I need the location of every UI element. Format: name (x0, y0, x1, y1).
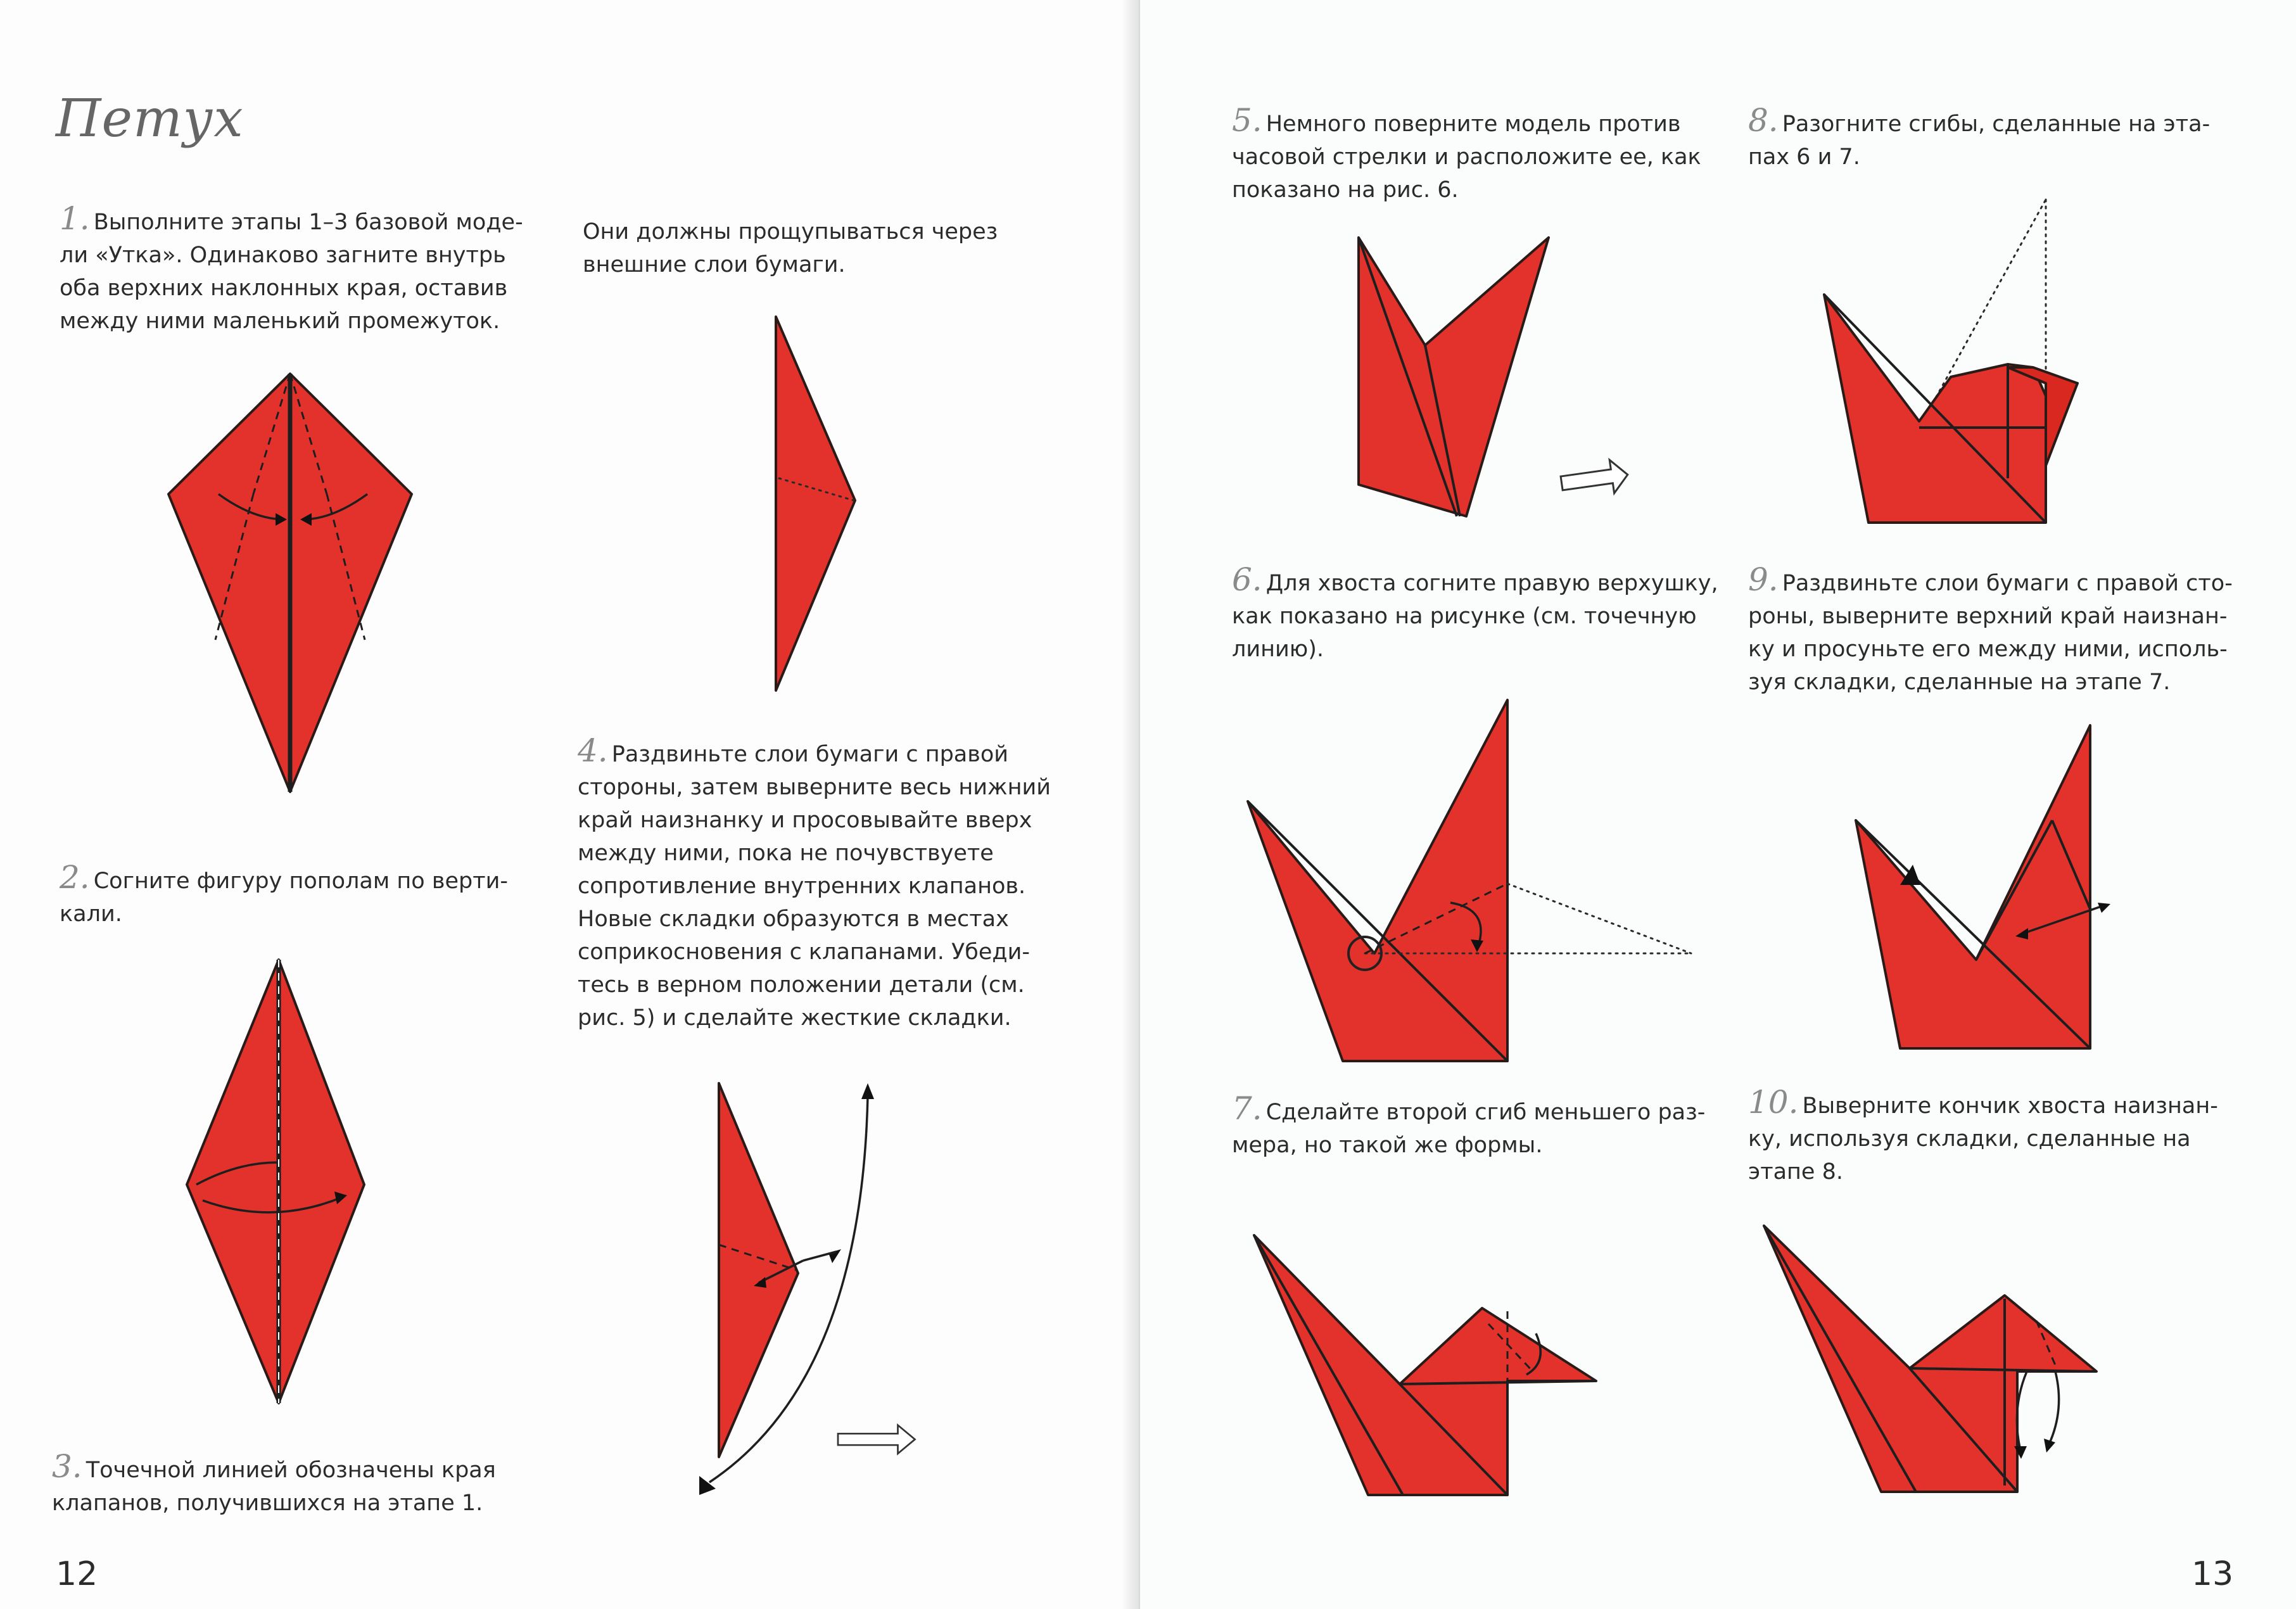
figure-10-rooster-final (1758, 1219, 2112, 1504)
step-8-text (1748, 102, 2210, 174)
text-line: как показано на рисунке (см. точечную (1232, 604, 1697, 629)
step-number: 10. (1748, 1084, 1799, 1121)
figure-6-tail-fold (1241, 694, 1697, 1074)
step-2-text (60, 859, 508, 931)
text-line: Раздвиньте слои бумаги с правой (611, 742, 1009, 767)
text-line: клапанов, получившихся на этапе 1. (52, 1491, 483, 1516)
figure-1-kite (158, 367, 424, 798)
text-line: линию). (1232, 637, 1324, 662)
text-line: Выполните этапы 1–3 базовой моде- (93, 210, 523, 235)
figure-9-inside-reverse (1849, 719, 2141, 1055)
text-line: кали. (60, 901, 122, 927)
text-line: Немного поверните модель против (1265, 111, 1681, 137)
figure-4-reverse-fold (690, 1077, 918, 1495)
left-page (0, 0, 1140, 1609)
step-4-text (578, 732, 1051, 1034)
text-line: внешние слои бумаги. (583, 252, 846, 277)
step-number: 7. (1232, 1090, 1262, 1127)
text-line: тесь в верном положении детали (см. (578, 972, 1025, 998)
text-line: оба верхних наклонных края, оставив (60, 276, 508, 301)
step-1-continued-text (583, 215, 998, 281)
text-line: между ними маленький промежуток. (60, 308, 500, 334)
figure-2-diamond (177, 953, 380, 1409)
figure-7-second-fold (1248, 1229, 1602, 1508)
step-1-text (60, 200, 523, 338)
text-line: Разогните сгибы, сделанные на эта- (1782, 111, 2210, 137)
text-line: ку, используя складки, сделанные на (1748, 1126, 2191, 1152)
text-line: Согните фигуру пополам по верти- (93, 868, 508, 894)
text-line: ли «Утка». Одинаково загните внутрь (60, 243, 506, 268)
step-number: 9. (1748, 561, 1779, 598)
text-line: Новые складки образуются в местах (578, 906, 1009, 932)
step-3-text (52, 1448, 496, 1520)
step-number: 3. (52, 1448, 82, 1485)
text-line: зуя складки, сделанные на этапе 7. (1748, 670, 2171, 695)
step-5-text (1232, 102, 1701, 207)
text-line: ку и просуньте его между ними, исполь- (1748, 637, 2228, 662)
step-number: 1. (60, 200, 90, 237)
step-10-text (1748, 1084, 2218, 1188)
text-line: Раздвиньте слои бумаги с правой сто- (1782, 571, 2233, 596)
step-number: 5. (1232, 102, 1262, 139)
text-line: Выверните кончик хвоста наизнан- (1802, 1093, 2218, 1119)
text-line: часовой стрелки и расположите ее, как (1232, 144, 1701, 170)
page-title: Петух (56, 89, 244, 149)
text-line: Они должны прощупываться через (583, 219, 998, 245)
step-7-text (1232, 1090, 1706, 1162)
text-line: мера, но такой же формы. (1232, 1133, 1543, 1158)
text-line: Для хвоста согните правую верхушку, (1265, 571, 1718, 596)
text-line: рис. 5) и сделайте жесткие складки. (578, 1005, 1012, 1031)
figure-1b-folded (760, 310, 874, 697)
text-line: роны, выверните верхний край наизнан- (1748, 604, 2228, 629)
step-9-text (1748, 561, 2233, 699)
page-number-right: 13 (2191, 1555, 2234, 1593)
right-page (1140, 0, 2296, 1609)
step-number: 6. (1232, 561, 1262, 598)
text-line: стороны, затем выверните весь нижний (578, 775, 1051, 800)
text-line: пах 6 и 7. (1748, 144, 1860, 170)
text-line: Точечной линией обозначены края (86, 1458, 496, 1483)
step-number: 2. (60, 859, 90, 896)
step-number: 8. (1748, 102, 1779, 139)
text-line: Сделайте второй сгиб меньшего раз- (1265, 1100, 1706, 1125)
text-line: между ними, пока не почувствуете (578, 841, 994, 866)
text-line: показано на рис. 6. (1232, 177, 1459, 203)
step-6-text (1232, 561, 1718, 666)
text-line: этапе 8. (1748, 1159, 1843, 1185)
page-number-left: 12 (56, 1555, 98, 1593)
step-number: 4. (578, 732, 608, 769)
text-line: соприкосновения с клапанами. Убеди- (578, 939, 1030, 965)
text-line: сопротивление внутренних клапанов. (578, 874, 1026, 899)
text-line: край наизнанку и просовывайте вверх (578, 808, 1032, 833)
figure-5-model (1352, 231, 1644, 529)
figure-8-unfolded (1818, 193, 2147, 535)
